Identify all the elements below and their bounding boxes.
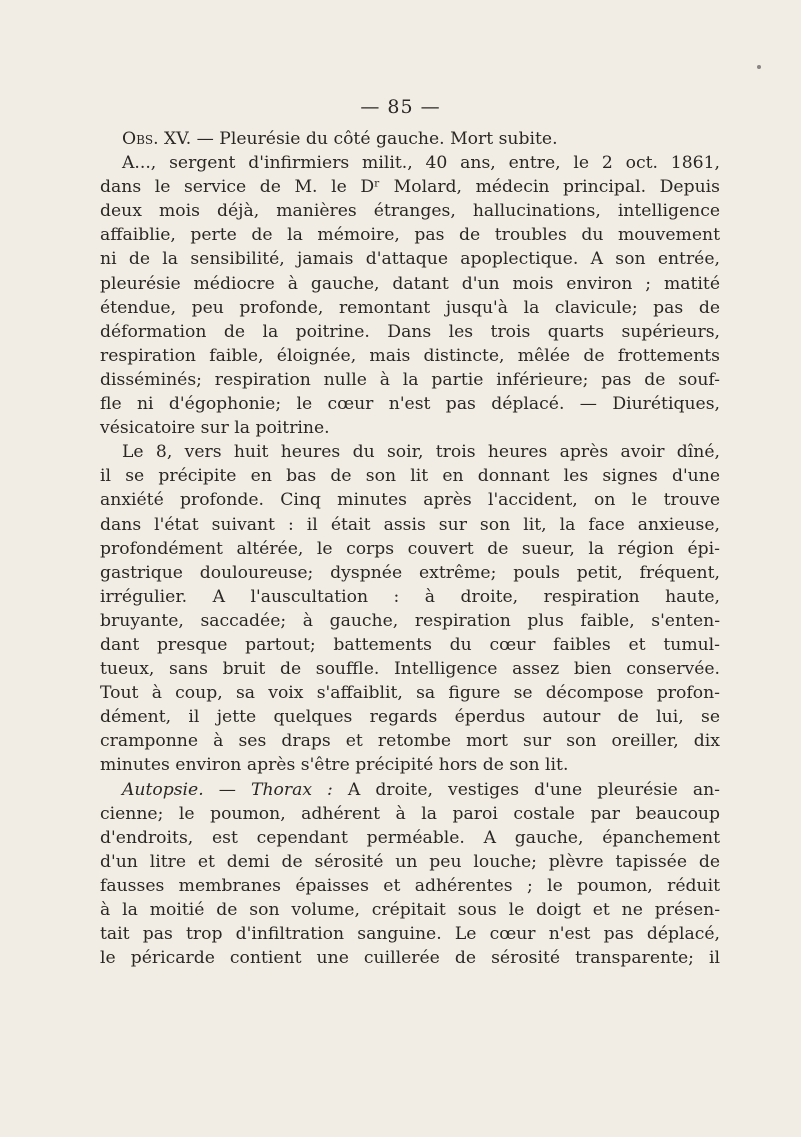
text-line: affaiblie, perte de la mémoire, pas de troubles du mouvement xyxy=(100,225,720,246)
text-line: irrégulier. A l'auscultation : à droite, respiration haute, xyxy=(100,586,720,607)
text-line: pleurésie médiocre à gauche, datant d'un mois environ ; matité xyxy=(100,273,720,294)
text-line: gastrique douloureuse; dyspnée extrême; pouls petit, fréquent, xyxy=(100,562,720,583)
text-line: fle ni d'égophonie; le cœur n'est pas déplacé. — Diurétiques, xyxy=(100,394,720,415)
text-line: à la moitié de son volume, crépitait sous le doigt et ne présen- xyxy=(100,900,720,920)
text-line: déformation de la poitrine. Dans les trois quarts supérieurs, xyxy=(100,321,720,342)
text-line: cramponne à ses draps et retombe mort sur son oreiller, dix xyxy=(100,731,720,752)
page-number: — 85 — xyxy=(360,96,441,118)
text-line: Le 8, vers huit heures du soir, trois heures après avoir dîné, xyxy=(122,442,720,463)
text-line: fausses membranes épaisses et adhérentes ; le poumon, réduit xyxy=(100,875,720,896)
text-line: dans l'état suivant : il était assis sur son lit, la face anxieuse, xyxy=(100,514,720,535)
text-line: respiration faible, éloignée, mais distincte, mêlée de frottements xyxy=(100,345,720,366)
text-line: minutes environ après s'être précipité hors de son lit. xyxy=(100,755,569,776)
body-text xyxy=(100,127,720,970)
text-line: disséminés; respiration nulle à la partie inférieure; pas de souf- xyxy=(100,369,720,390)
text-line: ni de la sensibilité, jamais d'attaque apoplectique. A son entrée, xyxy=(100,249,720,270)
text-line: dant presque partout; battements du cœur faibles et tumul- xyxy=(100,634,720,655)
text-line: d'un litre et demi de sérosité un peu louche; plèvre tapissée de xyxy=(100,851,720,872)
text-line: vésicatoire sur la poitrine. xyxy=(100,418,330,439)
text-line: étendue, peu profonde, remontant jusqu'à la clavicule; pas de xyxy=(100,297,720,318)
observation-title: XV. — Pleurésie du côté gauche. Mort subite. xyxy=(158,129,558,149)
text-line: il se précipite en bas de son lit en donnant les signes d'une xyxy=(100,466,720,487)
text-line: le péricarde contient une cuillerée de sérosité transparente; il xyxy=(100,948,720,969)
text-line: d'endroits, est cependant perméable. A gauche, épanchement xyxy=(100,827,720,848)
observation-label: Obs. xyxy=(122,129,159,149)
text-line: anxiété profonde. Cinq minutes après l'accident, on le trouve xyxy=(100,490,720,511)
observation-heading xyxy=(100,127,720,151)
autopsy-first-line xyxy=(100,778,720,802)
text-line: A..., sergent d'infirmiers milit., 40 ans, entre, le 2 oct. 1861, xyxy=(122,153,720,174)
text-line: bruyante, saccadée; à gauche, respiration plus faible, s'enten- xyxy=(100,610,720,631)
paper-speck xyxy=(757,65,761,69)
text-line: cienne; le poumon, adhérent à la paroi costale par beaucoup xyxy=(100,803,720,824)
autopsy-first-text: A droite, vestiges d'une pleurésie an- xyxy=(332,779,720,800)
text-line: profondément altérée, le corps couvert de sueur, la région épi- xyxy=(100,538,720,559)
autopsy-separator: — xyxy=(203,779,251,800)
text-line: dans le service de M. le Dʳ Molard, médecin principal. Depuis xyxy=(100,177,720,198)
text-line: dément, il jette quelques regards éperdus autour de lui, se xyxy=(100,707,720,728)
text-line: tait pas trop d'infiltration sanguine. Le cœur n'est pas déplacé, xyxy=(100,924,720,945)
thorax-label: Thorax : xyxy=(250,779,333,800)
text-line: tueux, sans bruit de souffle. Intelligence assez bien conservée. xyxy=(100,659,720,680)
text-line: Tout à coup, sa voix s'affaiblit, sa figure se décompose profon- xyxy=(100,683,720,704)
text-line: deux mois déjà, manières étranges, hallucinations, intelligence xyxy=(100,201,720,222)
autopsy-label: Autopsie. xyxy=(122,779,204,800)
